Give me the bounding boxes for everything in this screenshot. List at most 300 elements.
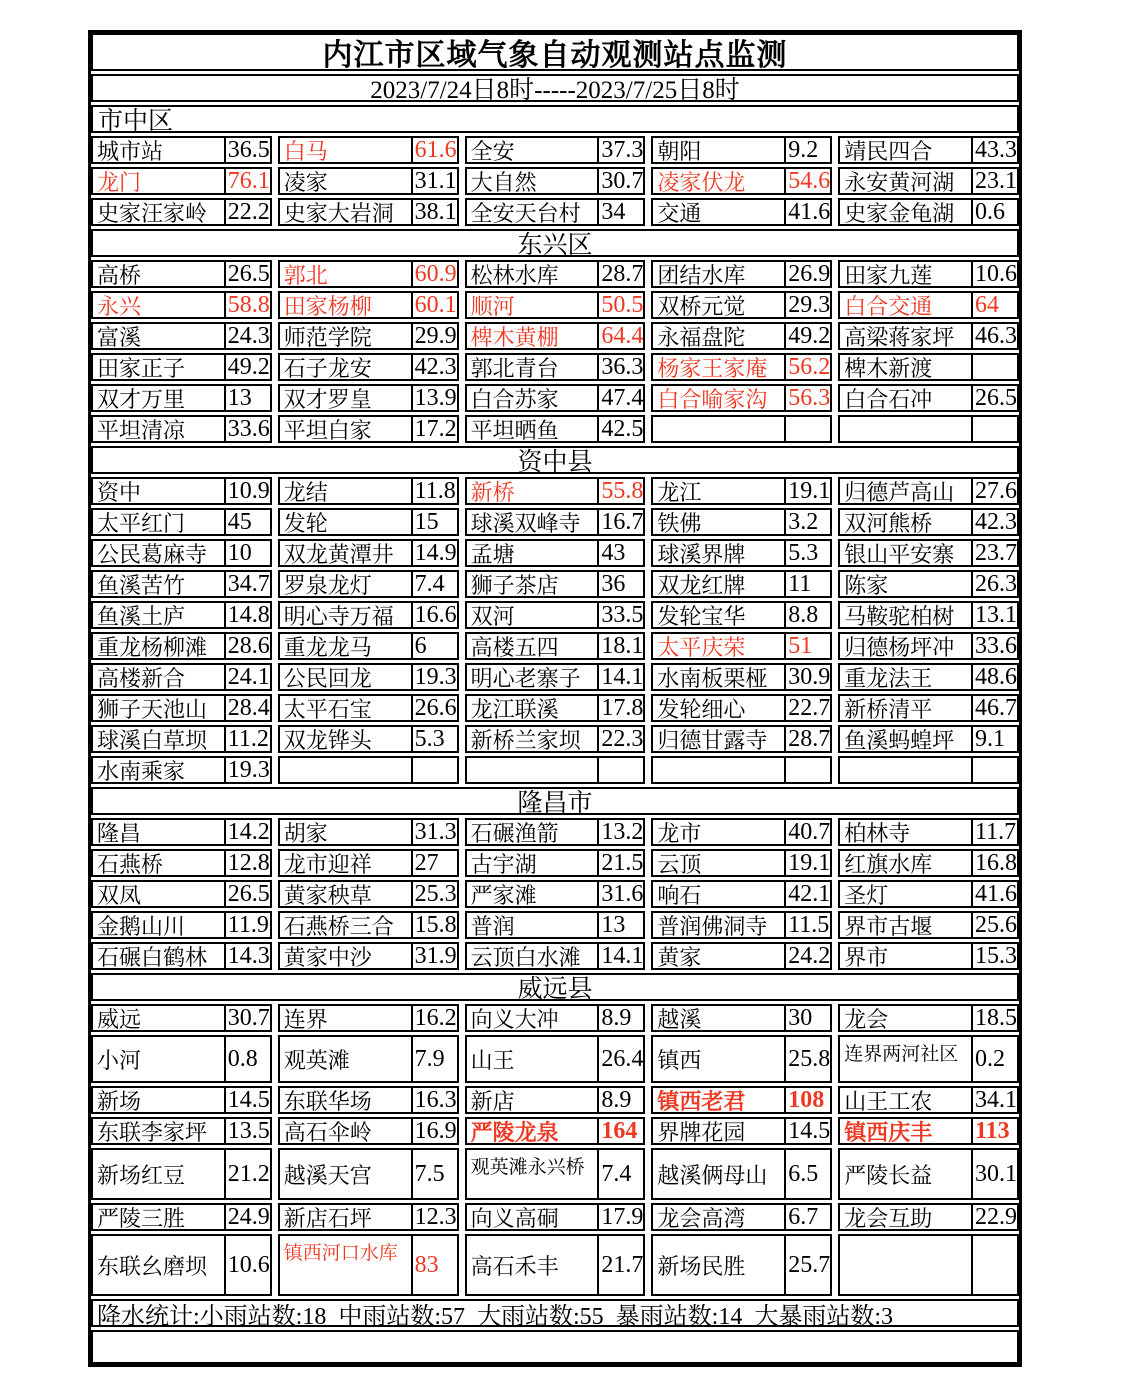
station-name: 镇西老君 — [653, 1088, 786, 1112]
rainfall-value: 46.7 — [974, 696, 1017, 720]
station-cell-pair — [651, 570, 832, 598]
station-name: 龙会高湾 — [653, 1205, 786, 1229]
station-row — [91, 1203, 1019, 1231]
station-cell-pair — [91, 384, 272, 412]
station-row — [91, 1035, 1019, 1083]
station-name: 观英滩永兴桥 — [467, 1150, 600, 1198]
rainfall-value: 0.6 — [974, 200, 1005, 224]
rainfall-value: 12.8 — [227, 851, 270, 875]
section-header: 威远县 — [91, 973, 1019, 1001]
station-cell-pair — [651, 942, 832, 970]
station-row — [91, 1086, 1019, 1114]
rainfall-value: 24.2 — [788, 944, 831, 968]
station-cell-pair — [278, 942, 459, 970]
station-cell-pair — [465, 291, 646, 319]
station-cell-pair — [465, 911, 646, 939]
rainfall-value: 51 — [788, 634, 813, 658]
station-row — [91, 725, 1019, 753]
station-row — [91, 260, 1019, 288]
station-cell-pair — [651, 1234, 832, 1296]
station-row — [91, 663, 1019, 691]
station-row — [91, 632, 1019, 660]
rainfall-value: 0.2 — [974, 1045, 1005, 1072]
station-name: 松林水库 — [467, 262, 600, 286]
station-name: 新桥兰家坝 — [467, 727, 600, 751]
station-cell-pair — [278, 1086, 459, 1114]
section-header: 隆昌市 — [91, 787, 1019, 815]
rainfall-value: 8.9 — [601, 1006, 632, 1030]
station-cell-pair — [651, 353, 832, 381]
rainfall-value: 11.8 — [414, 479, 456, 503]
station-cell-pair — [465, 725, 646, 753]
rainfall-value: 48.6 — [974, 665, 1017, 689]
station-name: 椑木新渡 — [840, 355, 973, 379]
station-name: 新店石坪 — [280, 1205, 413, 1229]
station-name: 永安黄河湖 — [840, 169, 973, 193]
station-name — [840, 758, 973, 782]
station-cell-pair — [465, 539, 646, 567]
station-cell-pair — [838, 508, 1019, 536]
rainfall-value: 10.6 — [974, 262, 1017, 286]
rainfall-value: 60.9 — [414, 262, 457, 286]
station-name: 威远 — [93, 1006, 226, 1030]
rainfall-value: 8.8 — [788, 603, 819, 627]
weather-report-table — [88, 30, 1022, 1367]
rainfall-value: 17.8 — [601, 696, 644, 720]
station-cell-pair — [651, 818, 832, 846]
station-cell-pair — [465, 136, 646, 164]
station-name: 鱼溪苦竹 — [93, 572, 226, 596]
page-title: 内江市区域气象自动观测站点监测 — [91, 33, 1019, 71]
station-name: 杨家王家庵 — [653, 355, 786, 379]
station-row — [91, 508, 1019, 536]
station-name: 向义大冲 — [467, 1006, 600, 1030]
rainfall-value: 76.1 — [227, 169, 270, 193]
rainfall-value: 19.1 — [788, 851, 831, 875]
station-cell-pair — [91, 136, 272, 164]
rainfall-value: 36 — [601, 572, 626, 596]
station-name: 公民葛麻寺 — [93, 541, 226, 565]
station-name: 云顶 — [653, 851, 786, 875]
station-name: 镇西河口水库 — [280, 1236, 413, 1294]
section-header: 市中区 — [91, 105, 1019, 133]
station-name: 石燕桥 — [93, 851, 226, 875]
station-name: 狮子茶店 — [467, 572, 600, 596]
station-name: 双河熊桥 — [840, 510, 973, 534]
station-name: 鱼溪蚂蝗坪 — [840, 727, 973, 751]
rainfall-value: 58.8 — [227, 293, 270, 317]
station-name: 山王 — [467, 1037, 600, 1081]
station-name: 东联李家坪 — [93, 1119, 226, 1143]
rainfall-value: 31.9 — [414, 944, 457, 968]
rainfall-value — [786, 417, 830, 441]
station-name: 界牌花园 — [653, 1119, 786, 1143]
rainfall-value: 26.3 — [974, 572, 1017, 596]
station-cell-pair — [465, 384, 646, 412]
station-cell-pair — [838, 756, 1019, 784]
station-row — [91, 291, 1019, 319]
rainfall-value: 22.9 — [974, 1205, 1017, 1229]
station-cell-pair — [651, 322, 832, 350]
station-name: 水南板栗桠 — [653, 665, 786, 689]
station-cell-pair — [838, 198, 1019, 226]
station-cell-pair — [91, 570, 272, 598]
rainfall-value: 21.7 — [601, 1251, 644, 1278]
station-cell-pair — [838, 663, 1019, 691]
station-cell-pair — [91, 911, 272, 939]
rainfall-value — [973, 1236, 1017, 1294]
station-cell-pair — [838, 260, 1019, 288]
station-name: 重龙杨柳滩 — [93, 634, 226, 658]
station-name — [467, 758, 600, 782]
station-cell-pair — [838, 911, 1019, 939]
station-cell-pair — [91, 353, 272, 381]
station-cell-pair — [278, 1148, 459, 1200]
station-row — [91, 880, 1019, 908]
station-cell-pair — [278, 694, 459, 722]
station-name — [280, 758, 413, 782]
station-cell-pair — [91, 725, 272, 753]
station-cell-pair — [838, 1234, 1019, 1296]
rainfall-value: 28.6 — [227, 634, 270, 658]
station-cell-pair — [465, 1035, 646, 1083]
rainfall-value: 33.6 — [227, 417, 270, 441]
station-name: 双才罗皇 — [280, 386, 413, 410]
station-name: 界市 — [840, 944, 973, 968]
rainfall-value: 17.2 — [414, 417, 457, 441]
station-name: 太平庆荣 — [653, 634, 786, 658]
station-cell-pair — [651, 539, 832, 567]
station-name: 大自然 — [467, 169, 600, 193]
station-name: 鱼溪土庐 — [93, 603, 226, 627]
rainfall-value: 11.5 — [788, 913, 830, 937]
rainfall-value: 41.6 — [788, 200, 831, 224]
rainfall-value: 30.9 — [788, 665, 831, 689]
station-cell-pair — [838, 136, 1019, 164]
station-name: 重龙法王 — [840, 665, 973, 689]
station-name: 明心老寨子 — [467, 665, 600, 689]
rainfall-value: 31.1 — [414, 169, 457, 193]
rainfall-value: 42.5 — [601, 417, 644, 441]
station-row — [91, 1234, 1019, 1296]
sections-container — [91, 105, 1019, 1296]
station-name: 观英滩 — [280, 1037, 413, 1081]
station-cell-pair — [278, 415, 459, 443]
station-cell-pair — [465, 756, 646, 784]
station-cell-pair — [465, 632, 646, 660]
station-name: 白合石冲 — [840, 386, 973, 410]
station-name: 高梁蒋家坪 — [840, 324, 973, 348]
station-cell-pair — [465, 1004, 646, 1032]
station-cell-pair — [465, 1117, 646, 1145]
rainfall-value — [973, 417, 1017, 441]
station-name: 金鹅山川 — [93, 913, 226, 937]
station-row — [91, 322, 1019, 350]
station-name: 球溪白草坝 — [93, 727, 226, 751]
station-cell-pair — [465, 322, 646, 350]
station-cell-pair — [278, 663, 459, 691]
rainfall-value: 13.1 — [974, 603, 1017, 627]
station-cell-pair — [838, 942, 1019, 970]
rainfall-value: 36.3 — [601, 355, 644, 379]
station-name: 普润 — [467, 913, 600, 937]
station-cell-pair — [278, 632, 459, 660]
station-name: 连界 — [280, 1006, 413, 1030]
station-cell-pair — [91, 1234, 272, 1296]
rainfall-value: 3.2 — [788, 510, 819, 534]
rainfall-value: 5.3 — [414, 727, 445, 751]
rainfall-value: 7.9 — [414, 1045, 445, 1072]
station-row — [91, 353, 1019, 381]
station-cell-pair — [838, 725, 1019, 753]
station-name: 郭北 — [280, 262, 413, 286]
station-name: 黄家中沙 — [280, 944, 413, 968]
station-name: 白合喻家沟 — [653, 386, 786, 410]
station-name: 胡家 — [280, 820, 413, 844]
station-cell-pair — [651, 508, 832, 536]
rainfall-value: 13.2 — [601, 820, 644, 844]
station-cell-pair — [838, 415, 1019, 443]
station-name: 隆昌 — [93, 820, 226, 844]
rainfall-value: 14.1 — [601, 665, 644, 689]
station-cell-pair — [91, 1035, 272, 1083]
station-name: 发轮宝华 — [653, 603, 786, 627]
rainfall-value: 23.1 — [974, 169, 1017, 193]
station-cell-pair — [465, 167, 646, 195]
station-name — [840, 417, 973, 441]
station-name: 新桥清平 — [840, 696, 973, 720]
station-name: 发轮 — [280, 510, 413, 534]
rainfall-value: 11 — [788, 572, 812, 596]
station-cell-pair — [465, 1234, 646, 1296]
rainfall-value: 26.5 — [227, 882, 270, 906]
rainfall-value — [599, 758, 643, 782]
rainfall-value: 16.3 — [414, 1088, 457, 1112]
section-header: 资中县 — [91, 446, 1019, 474]
station-name: 全安 — [467, 138, 600, 162]
station-cell-pair — [838, 601, 1019, 629]
station-cell-pair — [278, 1234, 459, 1296]
rainfall-value: 22.3 — [601, 727, 644, 751]
rainfall-value: 15.3 — [974, 944, 1017, 968]
rainfall-value — [413, 758, 457, 782]
station-row — [91, 1004, 1019, 1032]
rainfall-value: 25.3 — [414, 882, 457, 906]
station-cell-pair — [278, 911, 459, 939]
station-name: 小河 — [93, 1037, 226, 1081]
station-name: 越溪 — [653, 1006, 786, 1030]
station-cell-pair — [91, 167, 272, 195]
station-name: 山王工农 — [840, 1088, 973, 1112]
station-cell-pair — [838, 632, 1019, 660]
rainfall-value: 15 — [414, 510, 439, 534]
station-name: 龙结 — [280, 479, 413, 503]
rainfall-value — [973, 758, 1017, 782]
rainfall-value — [973, 355, 1017, 379]
station-name: 黄家 — [653, 944, 786, 968]
station-row — [91, 1148, 1019, 1200]
station-cell-pair — [91, 1203, 272, 1231]
rainfall-value: 108 — [788, 1088, 825, 1112]
rainfall-value: 30 — [788, 1006, 813, 1030]
rainfall-value: 16.7 — [601, 510, 644, 534]
station-cell-pair — [91, 849, 272, 877]
station-row — [91, 756, 1019, 784]
station-name: 平坦清凉 — [93, 417, 226, 441]
station-row — [91, 601, 1019, 629]
rainfall-value: 8.9 — [601, 1088, 632, 1112]
station-name: 归德芦高山 — [840, 479, 973, 503]
station-name: 永兴 — [93, 293, 226, 317]
station-name: 双龙铧头 — [280, 727, 413, 751]
station-cell-pair — [651, 725, 832, 753]
rainfall-value: 34.1 — [974, 1088, 1017, 1112]
rainfall-value: 13 — [227, 386, 252, 410]
station-row — [91, 539, 1019, 567]
station-cell-pair — [651, 1004, 832, 1032]
station-cell-pair — [465, 1148, 646, 1200]
station-cell-pair — [651, 198, 832, 226]
station-cell-pair — [838, 880, 1019, 908]
rainfall-value: 33.6 — [974, 634, 1017, 658]
rainfall-value: 24.1 — [227, 665, 270, 689]
rainfall-value: 28.4 — [227, 696, 270, 720]
rainfall-value: 15.8 — [414, 913, 457, 937]
rainfall-value: 34 — [601, 200, 626, 224]
station-name: 铁佛 — [653, 510, 786, 534]
rainfall-value: 10.6 — [227, 1251, 270, 1278]
station-cell-pair — [91, 1117, 272, 1145]
rainfall-value: 7.4 — [414, 572, 445, 596]
rainfall-value: 83 — [414, 1251, 439, 1278]
station-name: 双才万里 — [93, 386, 226, 410]
station-name: 新店 — [467, 1088, 600, 1112]
station-cell-pair — [651, 1035, 832, 1083]
station-name: 双龙红牌 — [653, 572, 786, 596]
station-name: 界市古堰 — [840, 913, 973, 937]
station-name: 史家汪家岭 — [93, 200, 226, 224]
rainfall-value: 31.6 — [601, 882, 644, 906]
station-cell-pair — [465, 601, 646, 629]
station-cell-pair — [838, 1148, 1019, 1200]
station-name: 龙门 — [93, 169, 226, 193]
station-cell-pair — [651, 849, 832, 877]
station-name: 双桥元觉 — [653, 293, 786, 317]
station-name: 靖民四合 — [840, 138, 973, 162]
rainfall-value: 19.1 — [788, 479, 831, 503]
rainfall-value: 10.9 — [227, 479, 270, 503]
station-name: 高楼新合 — [93, 665, 226, 689]
station-cell-pair — [651, 694, 832, 722]
station-cell-pair — [465, 415, 646, 443]
rainfall-value: 13 — [601, 913, 626, 937]
rainfall-value: 16.9 — [414, 1119, 457, 1143]
station-name: 永福盘陀 — [653, 324, 786, 348]
station-cell-pair — [91, 818, 272, 846]
station-cell-pair — [838, 1086, 1019, 1114]
station-name: 双凤 — [93, 882, 226, 906]
rainfall-value: 30.7 — [227, 1006, 270, 1030]
rainfall-value: 23.7 — [974, 541, 1017, 565]
station-name: 龙江 — [653, 479, 786, 503]
station-cell-pair — [91, 942, 272, 970]
rainfall-value: 27 — [414, 851, 439, 875]
station-cell-pair — [91, 260, 272, 288]
rainfall-value: 16.8 — [974, 851, 1017, 875]
station-cell-pair — [91, 1004, 272, 1032]
station-name: 史家大岩洞 — [280, 200, 413, 224]
rainfall-value: 25.6 — [974, 913, 1017, 937]
station-name: 朝阳 — [653, 138, 786, 162]
station-cell-pair — [278, 508, 459, 536]
rainfall-value: 64.4 — [601, 324, 644, 348]
rainfall-value: 26.4 — [601, 1045, 644, 1072]
station-row — [91, 198, 1019, 226]
station-name: 石碾渔箭 — [467, 820, 600, 844]
rainfall-value — [786, 758, 830, 782]
station-name: 镇西庆丰 — [840, 1119, 973, 1143]
rainfall-value: 14.5 — [788, 1119, 831, 1143]
station-cell-pair — [91, 1148, 272, 1200]
station-cell-pair — [91, 539, 272, 567]
station-cell-pair — [465, 694, 646, 722]
station-name: 银山平安寨 — [840, 541, 973, 565]
rainfall-value: 17.9 — [601, 1205, 644, 1229]
station-name: 史家金龟湖 — [840, 200, 973, 224]
rainfall-value: 43.3 — [974, 138, 1017, 162]
station-cell-pair — [465, 570, 646, 598]
station-name: 柏林寺 — [840, 820, 973, 844]
station-cell-pair — [278, 1203, 459, 1231]
station-name: 圣灯 — [840, 882, 973, 906]
station-name: 新场 — [93, 1088, 226, 1112]
station-name: 高楼五四 — [467, 634, 600, 658]
station-cell-pair — [278, 353, 459, 381]
rainfall-value: 36.5 — [227, 138, 270, 162]
rainfall-value: 6.5 — [788, 1160, 819, 1187]
station-cell-pair — [651, 911, 832, 939]
station-name: 石燕桥三合 — [280, 913, 413, 937]
rainfall-value: 38.1 — [414, 200, 457, 224]
station-cell-pair — [651, 663, 832, 691]
rainfall-value: 42.3 — [414, 355, 457, 379]
station-name: 石碾白鹤林 — [93, 944, 226, 968]
station-cell-pair — [278, 849, 459, 877]
station-row — [91, 415, 1019, 443]
station-name: 太平石宝 — [280, 696, 413, 720]
station-row — [91, 818, 1019, 846]
station-row — [91, 849, 1019, 877]
station-cell-pair — [651, 136, 832, 164]
station-cell-pair — [838, 384, 1019, 412]
station-cell-pair — [278, 601, 459, 629]
rainfall-value: 61.6 — [414, 138, 457, 162]
rainfall-value: 26.5 — [974, 386, 1017, 410]
station-name — [840, 1236, 973, 1294]
rainfall-value: 56.2 — [788, 355, 831, 379]
rainfall-value: 37.3 — [601, 138, 644, 162]
station-cell-pair — [278, 136, 459, 164]
station-name: 东联华场 — [280, 1088, 413, 1112]
station-name: 陈家 — [840, 572, 973, 596]
rainfall-value: 40.7 — [788, 820, 831, 844]
station-cell-pair — [278, 570, 459, 598]
rainfall-value: 12.3 — [414, 1205, 457, 1229]
station-name: 龙市迎祥 — [280, 851, 413, 875]
rainfall-value: 30.1 — [974, 1160, 1017, 1187]
rainfall-value: 164 — [601, 1119, 638, 1143]
station-cell-pair — [278, 384, 459, 412]
